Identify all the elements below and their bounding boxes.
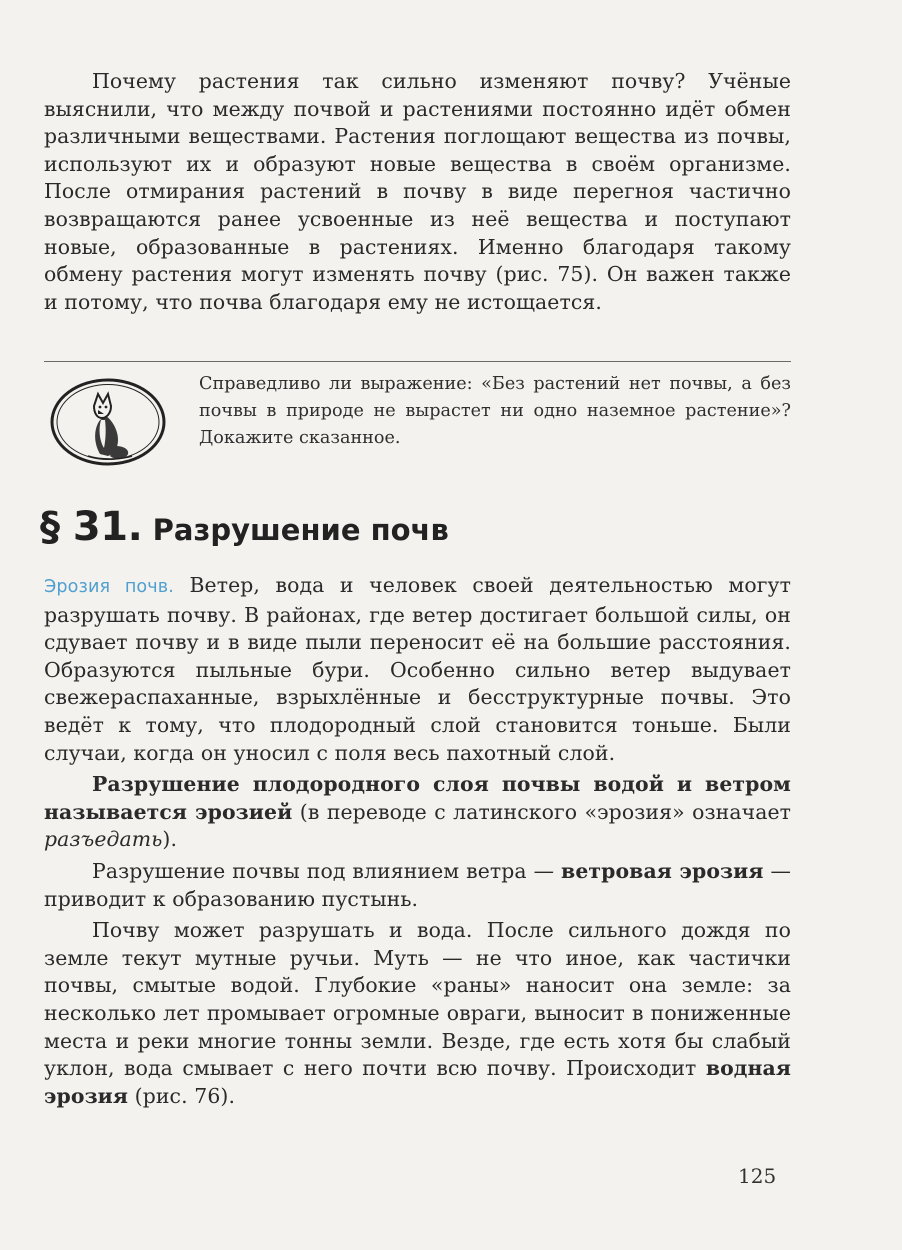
definition-italic: разъедать <box>44 827 163 852</box>
fox-icon <box>48 376 168 468</box>
paragraph-2-end: ). <box>162 827 178 852</box>
paragraph-wind-erosion <box>44 858 791 913</box>
erosion-keyword: Эрозия почв. <box>44 577 174 597</box>
paragraph-4-text: Почву может разрушать и вода. После сильного дождя по земле текут мутные ручьи. Муть — не что иное, как частички почвы, смытые водой. Глубокие «раны» наносит она земле: за несколько лет промывает огромные овраги, выносит в пониженные места и реки многие тонны земли. Везде, где есть хотя бы слабый уклон, вода смывает с него почти всю почву. Происходит <box>44 918 791 1081</box>
section-heading <box>40 504 449 550</box>
section-title: Разрушение почв <box>152 513 449 547</box>
paragraph-3-start: Разрушение почвы под влиянием ветра — <box>92 858 562 883</box>
section-number: § 31. <box>40 504 143 550</box>
page-number: 125 <box>738 1164 777 1188</box>
paragraph-3-end: — приводит к образованию пустынь. <box>44 858 791 911</box>
wind-erosion-term: ветровая эрозия <box>561 858 764 883</box>
paragraph-4-end: (рис. 76). <box>128 1083 236 1108</box>
intro-block <box>44 68 791 316</box>
intro-paragraph: Почему растения так сильно изменяют почву? Учёные выяснили, что между почвой и растениями постоянно идёт обмен различными веществами. Растения поглощают вещества из почвы, используют их и образуют новые вещества в своём организме. После отмирания растений в почву в виде перегноя частично возвращаются ранее усвоенные из неё вещества и поступают новые, образованные в растениях. Именно благодаря такому обмену растения могут изменять почву (рис. 75). Он важен также и потому, что почва благодаря ему не истощается. <box>44 69 791 314</box>
water-erosion-term: водная эрозия <box>44 1056 791 1108</box>
definition-bold: Разрушение плодородного слоя почвы водой и ветром называется эрозией <box>44 772 791 824</box>
paragraph-water-erosion <box>44 917 791 1110</box>
question-text: Справедливо ли выражение: «Без растений нет почвы, а без почвы в природе не вырастет ни одно наземное растение»? Докажите сказанное. <box>199 374 791 448</box>
paragraph-1-text: Ветер, вода и человек своей деятельностью могут разрушать почву. В районах, где ветер достигает большой силы, он сдувает почву и в виде пыли переносит её на большие расстояния. Образуются пыльные бури. Особенно сильно ветер выдувает свежераспаханные, взрыхлённые и бесструктурные почвы. Это ведёт к тому, что плодородный слой становится тоньше. Были случаи, когда он уносил с поля весь пахотный слой. <box>44 573 791 765</box>
section-divider <box>44 361 791 362</box>
paragraph-erosion-definition <box>44 771 791 854</box>
paragraph-erosion-intro <box>44 572 791 767</box>
paragraph-2-text: (в переводе с латинского «эрозия» означает <box>292 799 792 824</box>
main-text <box>44 572 791 1110</box>
